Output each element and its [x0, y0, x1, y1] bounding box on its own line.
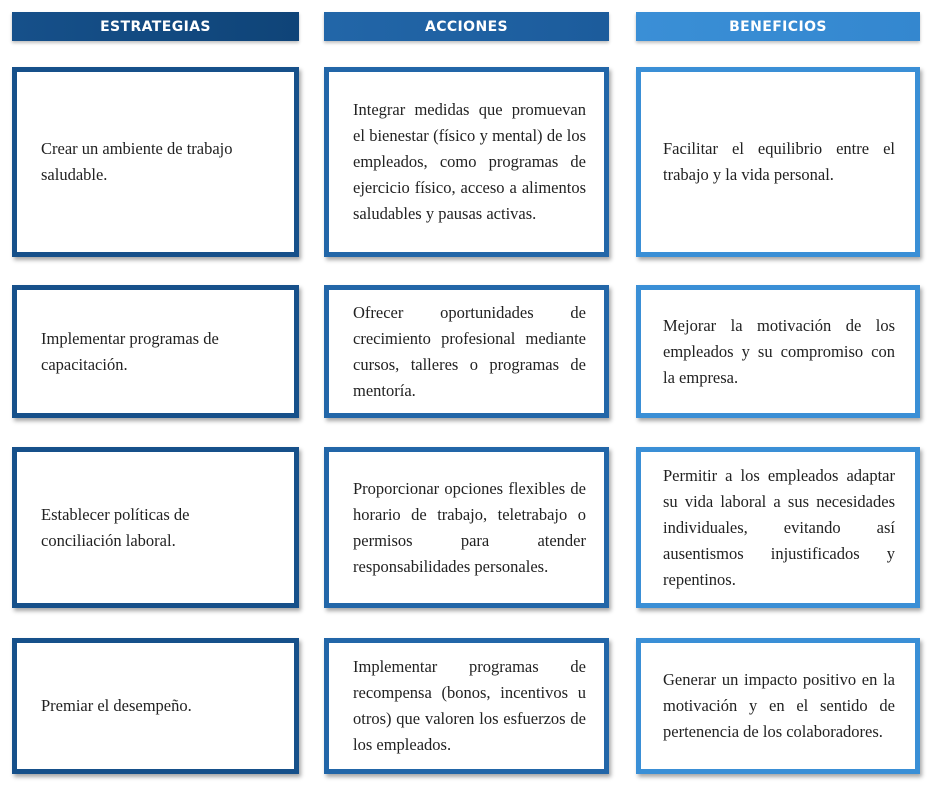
- action-cell: [324, 638, 609, 774]
- header-actions: ACCIONES: [324, 12, 609, 41]
- action-cell: [324, 285, 609, 418]
- strategy-cell: [12, 447, 299, 608]
- strategy-text: Implementar programas de capacitación.: [41, 328, 219, 374]
- benefit-cell: [636, 638, 920, 774]
- benefit-text: Generar un impacto positivo en la motivación y en el sentido de pertenencia de los colaboradores.: [663, 670, 895, 741]
- strategy-text: Establecer políticas de conciliación laboral.: [41, 504, 190, 550]
- strategy-text: Premiar el desempeño.: [41, 696, 192, 715]
- action-cell: [324, 447, 609, 608]
- benefit-cell: [636, 67, 920, 257]
- strategy-cell: [12, 638, 299, 774]
- benefit-text: Mejorar la motivación de los empleados y su compromiso con la empresa.: [663, 315, 895, 387]
- benefit-text: Facilitar el equilibrio entre el trabajo y la vida personal.: [663, 139, 895, 184]
- header-strategies: ESTRATEGIAS: [12, 12, 299, 41]
- benefit-cell: [636, 285, 920, 418]
- benefit-cell: [636, 447, 920, 608]
- header-benefits: BENEFICIOS: [636, 12, 920, 41]
- action-text: Ofrecer oportunidades de crecimiento profesional mediante cursos, talleres o programas de mentoría.: [353, 302, 586, 400]
- strategy-text: Crear un ambiente de trabajo saludable.: [41, 139, 233, 184]
- strategy-cell: [12, 67, 299, 257]
- action-text: Implementar programas de recompensa (bonos, incentivos u otros) que valoren los esfuerzos de los empleados.: [353, 657, 586, 754]
- strategy-cell: [12, 285, 299, 418]
- benefit-text: Permitir a los empleados adaptar su vida laboral a sus necesidades individuales, evitando así ausentismos injustificados y repentinos.: [663, 465, 895, 589]
- action-cell: [324, 67, 609, 257]
- action-text: Proporcionar opciones flexibles de horario de trabajo, teletrabajo o permisos para atender responsabilidades personales.: [353, 478, 586, 576]
- action-text: Integrar medidas que promuevan el bienestar (físico y mental) de los empleados, como programas de ejercicio físico, acceso a alimentos saludables y pausas activas.: [353, 100, 586, 223]
